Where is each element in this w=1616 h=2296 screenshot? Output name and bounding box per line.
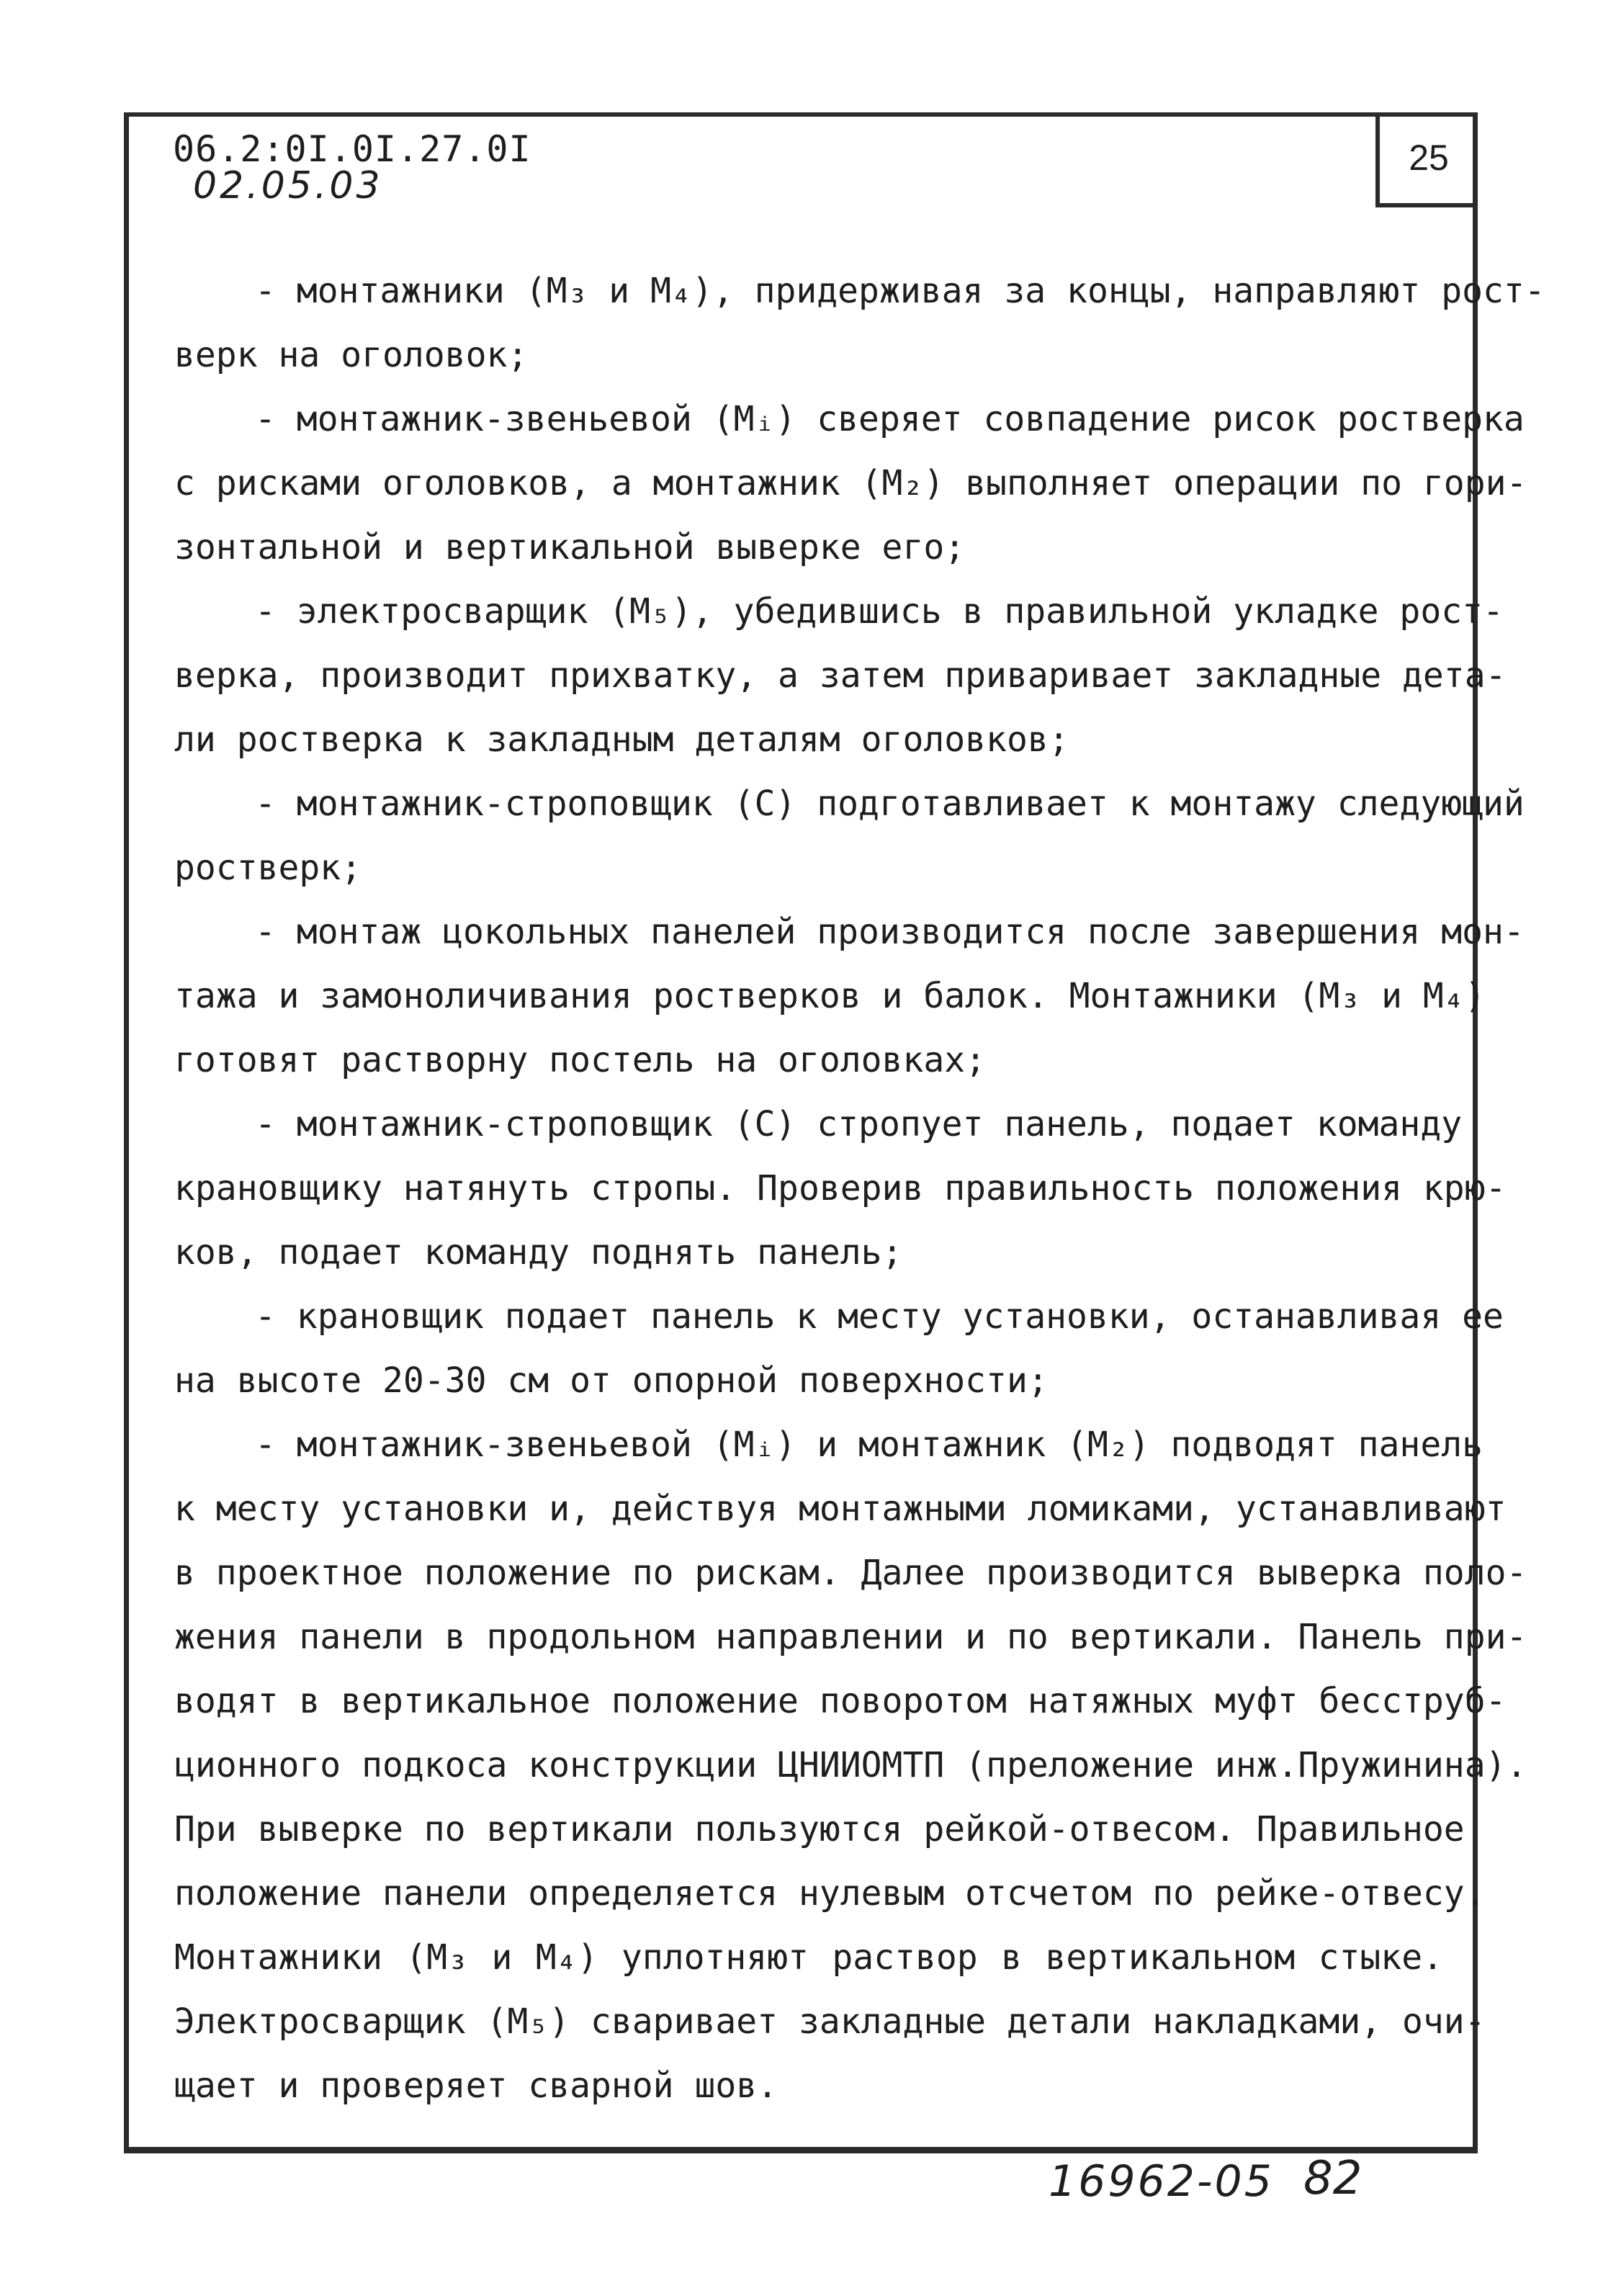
sheet-number: 82 <box>1303 2152 1363 2205</box>
text-line: жения панели в продольном направлении и по вертикали. Панель при- <box>174 1617 1527 1657</box>
text-line: Электросварщик (М₅) сваривает закладные детали накладками, очи- <box>174 2001 1486 2042</box>
text-line: - монтажник-строповщик (С) подготавливает к монтажу следующий <box>255 784 1525 824</box>
text-line: - монтажники (М₃ и М₄), придерживая за концы, направляют рост- <box>255 271 1545 311</box>
text-line: в проектное положение по рискам. Далее производится выверка поло- <box>174 1553 1527 1593</box>
text-line: верка, производит прихватку, а затем приваривает закладные дета- <box>174 655 1507 696</box>
text-line: водят в вертикальное положение поворотом натяжных муфт бесструб- <box>174 1681 1507 1721</box>
text-line: к месту установки и, действуя монтажными ломиками, устанавливают <box>174 1489 1507 1529</box>
document-date: 02.05.03 <box>193 164 383 207</box>
text-line: щает и проверяет сварной шов. <box>174 2066 778 2106</box>
text-line: с рисками оголовков, а монтажник (М₂) выполняет операции по гори- <box>174 463 1527 503</box>
registry-number: 16962-05 <box>1049 2156 1274 2207</box>
text-line: ционного подкоса конструкции ЦНИИОМТП (преложение инж.Пружинина). <box>174 1745 1527 1785</box>
text-line: крановщику натянуть стропы. Проверив правильность положения крю- <box>174 1168 1507 1208</box>
text-line: - монтаж цокольных панелей производится после завершения мон- <box>255 912 1525 952</box>
text-line: - монтажник-звеньевой (Мᵢ) и монтажник (М₂) подводят панель <box>255 1425 1483 1465</box>
text-line: - электросварщик (М₅), убедившись в правильной укладке рост- <box>255 591 1504 632</box>
document-code: 06.2:0I.0I.27.0I <box>173 128 531 170</box>
body-text <box>174 259 1545 2118</box>
text-line: ростверк; <box>174 848 362 888</box>
text-line: При выверке по вертикали пользуются рейкой-отвесом. Правильное <box>174 1809 1465 1849</box>
text-line: Монтажники (М₃ и М₄) уплотняют раствор в вертикальном стыке. <box>174 1937 1443 1978</box>
text-line: - монтажник-звеньевой (Мᵢ) сверяет совпадение рисок ростверка <box>255 399 1525 439</box>
text-line: - крановщик подает панель к месту установки, останавливая ее <box>255 1296 1504 1337</box>
text-line: зонтальной и вертикальной выверке его; <box>174 527 966 568</box>
text-line: ли ростверка к закладным деталям оголовков; <box>174 719 1069 760</box>
page-number: 25 <box>1409 138 1449 178</box>
text-line: положение панели определяется нулевым отсчетом по рейке-отвесу. <box>174 1873 1486 1914</box>
text-line: - монтажник-строповщик (С) стропует панель, подает команду <box>255 1104 1463 1144</box>
text-line: тажа и замоноличивания ростверков и балок. Монтажники (М₃ и М₄) <box>174 976 1486 1016</box>
page-number-box <box>1375 112 1478 207</box>
text-line: готовят растворну постель на оголовках; <box>174 1040 987 1080</box>
text-line: на высоте 20-30 см от опорной поверхности; <box>174 1360 1049 1401</box>
text-line: ков, подает команду поднять панель; <box>174 1232 903 1273</box>
text-line: верк на оголовок; <box>174 335 529 375</box>
